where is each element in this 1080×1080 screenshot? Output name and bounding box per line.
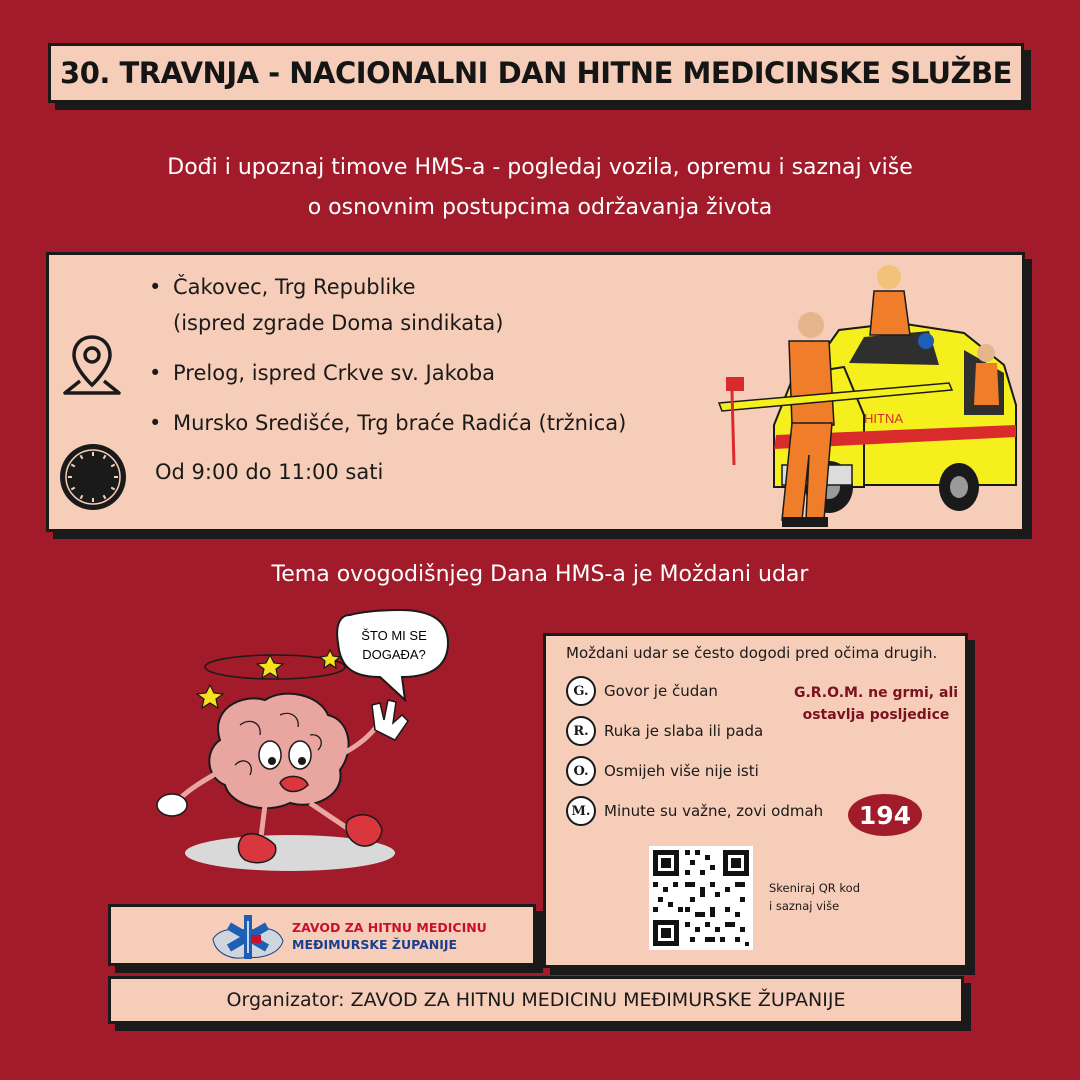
location-1-name: • Čakovec, Trg Republike [173, 275, 416, 299]
grom-letter-m: M. [566, 796, 596, 826]
ambulance-team-illustration [664, 255, 1026, 532]
location-list [149, 269, 626, 441]
organizer-text: Organizator: ZAVOD ZA HITNU MEDICINU MEĐIMURSKE ŽUPANIJE [226, 989, 846, 1011]
organizer-banner [108, 976, 964, 1024]
locations-panel [46, 252, 1025, 532]
location-3-name: Mursko Središće, Trg braće Radića (tržnica) [173, 411, 627, 435]
map-pin-icon [57, 331, 127, 401]
speech-line-1: ŠTO MI SE [361, 628, 427, 643]
ambulance-label: HITNA [864, 411, 903, 426]
list-item [566, 676, 718, 706]
intro-text [60, 148, 1020, 228]
list-item [149, 405, 626, 441]
list-item [566, 796, 823, 826]
list-item [566, 716, 763, 746]
list-item [149, 269, 626, 341]
qr-caption-line-2: i saznaj više [769, 899, 840, 913]
grom-text-g: Govor je čudan [604, 682, 718, 700]
grom-stroke-panel [543, 633, 968, 968]
qr-caption-line-1: Skeniraj QR kod [769, 881, 861, 895]
grom-text-r: Ruka je slaba ili pada [604, 722, 764, 740]
intro-line-1: Dođi i upoznaj timove HMS-a - pogledaj vozila, opremu i saznaj više [167, 155, 913, 180]
speech-line-2: DOGAĐA? [362, 647, 426, 662]
logo-text [292, 919, 487, 953]
grom-slogan-line-2: ostavlja posljedice [802, 707, 950, 723]
grom-letter-o: O. [566, 756, 596, 786]
grom-text-o: Osmijeh više nije isti [604, 762, 759, 780]
list-item [566, 756, 759, 786]
grom-slogan-line-1: G.R.O.M. ne grmi, ali [793, 685, 959, 701]
grom-text-m: Minute su važne, zovi odmah [604, 802, 824, 820]
grom-letter-g: G. [566, 676, 596, 706]
confused-brain-illustration [150, 605, 480, 890]
location-1-detail: (ispred zgrade Doma sindikata) [173, 311, 504, 335]
logo-line-2: MEĐIMURSKE ŽUPANIJE [292, 937, 458, 952]
clock-icon [57, 441, 129, 513]
page-title: 30. TRAVNJA - NACIONALNI DAN HITNE MEDICINSKE SLUŽBE [60, 56, 1012, 90]
location-2-name: Prelog, ispred Crkve sv. Jakoba [173, 361, 496, 385]
logo-line-1: ZAVOD ZA HITNU MEDICINU [292, 920, 487, 935]
star-of-life-logo-icon [209, 911, 287, 963]
list-item [149, 355, 626, 391]
intro-line-2: o osnovnim postupcima održavanja života [307, 195, 773, 220]
grom-slogan [791, 682, 961, 726]
organization-logo-panel [108, 904, 536, 966]
event-time: Od 9:00 do 11:00 sati [155, 460, 384, 484]
qr-code[interactable] [649, 846, 753, 950]
grom-letter-r: R. [566, 716, 596, 746]
theme-text: Tema ovogodišnjeg Dana HMS-a je Moždani udar [271, 562, 809, 587]
grom-intro: Moždani udar se često dogodi pred očima drugih. [566, 644, 938, 662]
title-banner [48, 43, 1024, 103]
qr-caption [769, 879, 860, 915]
emergency-number-badge: 194 [848, 794, 922, 836]
